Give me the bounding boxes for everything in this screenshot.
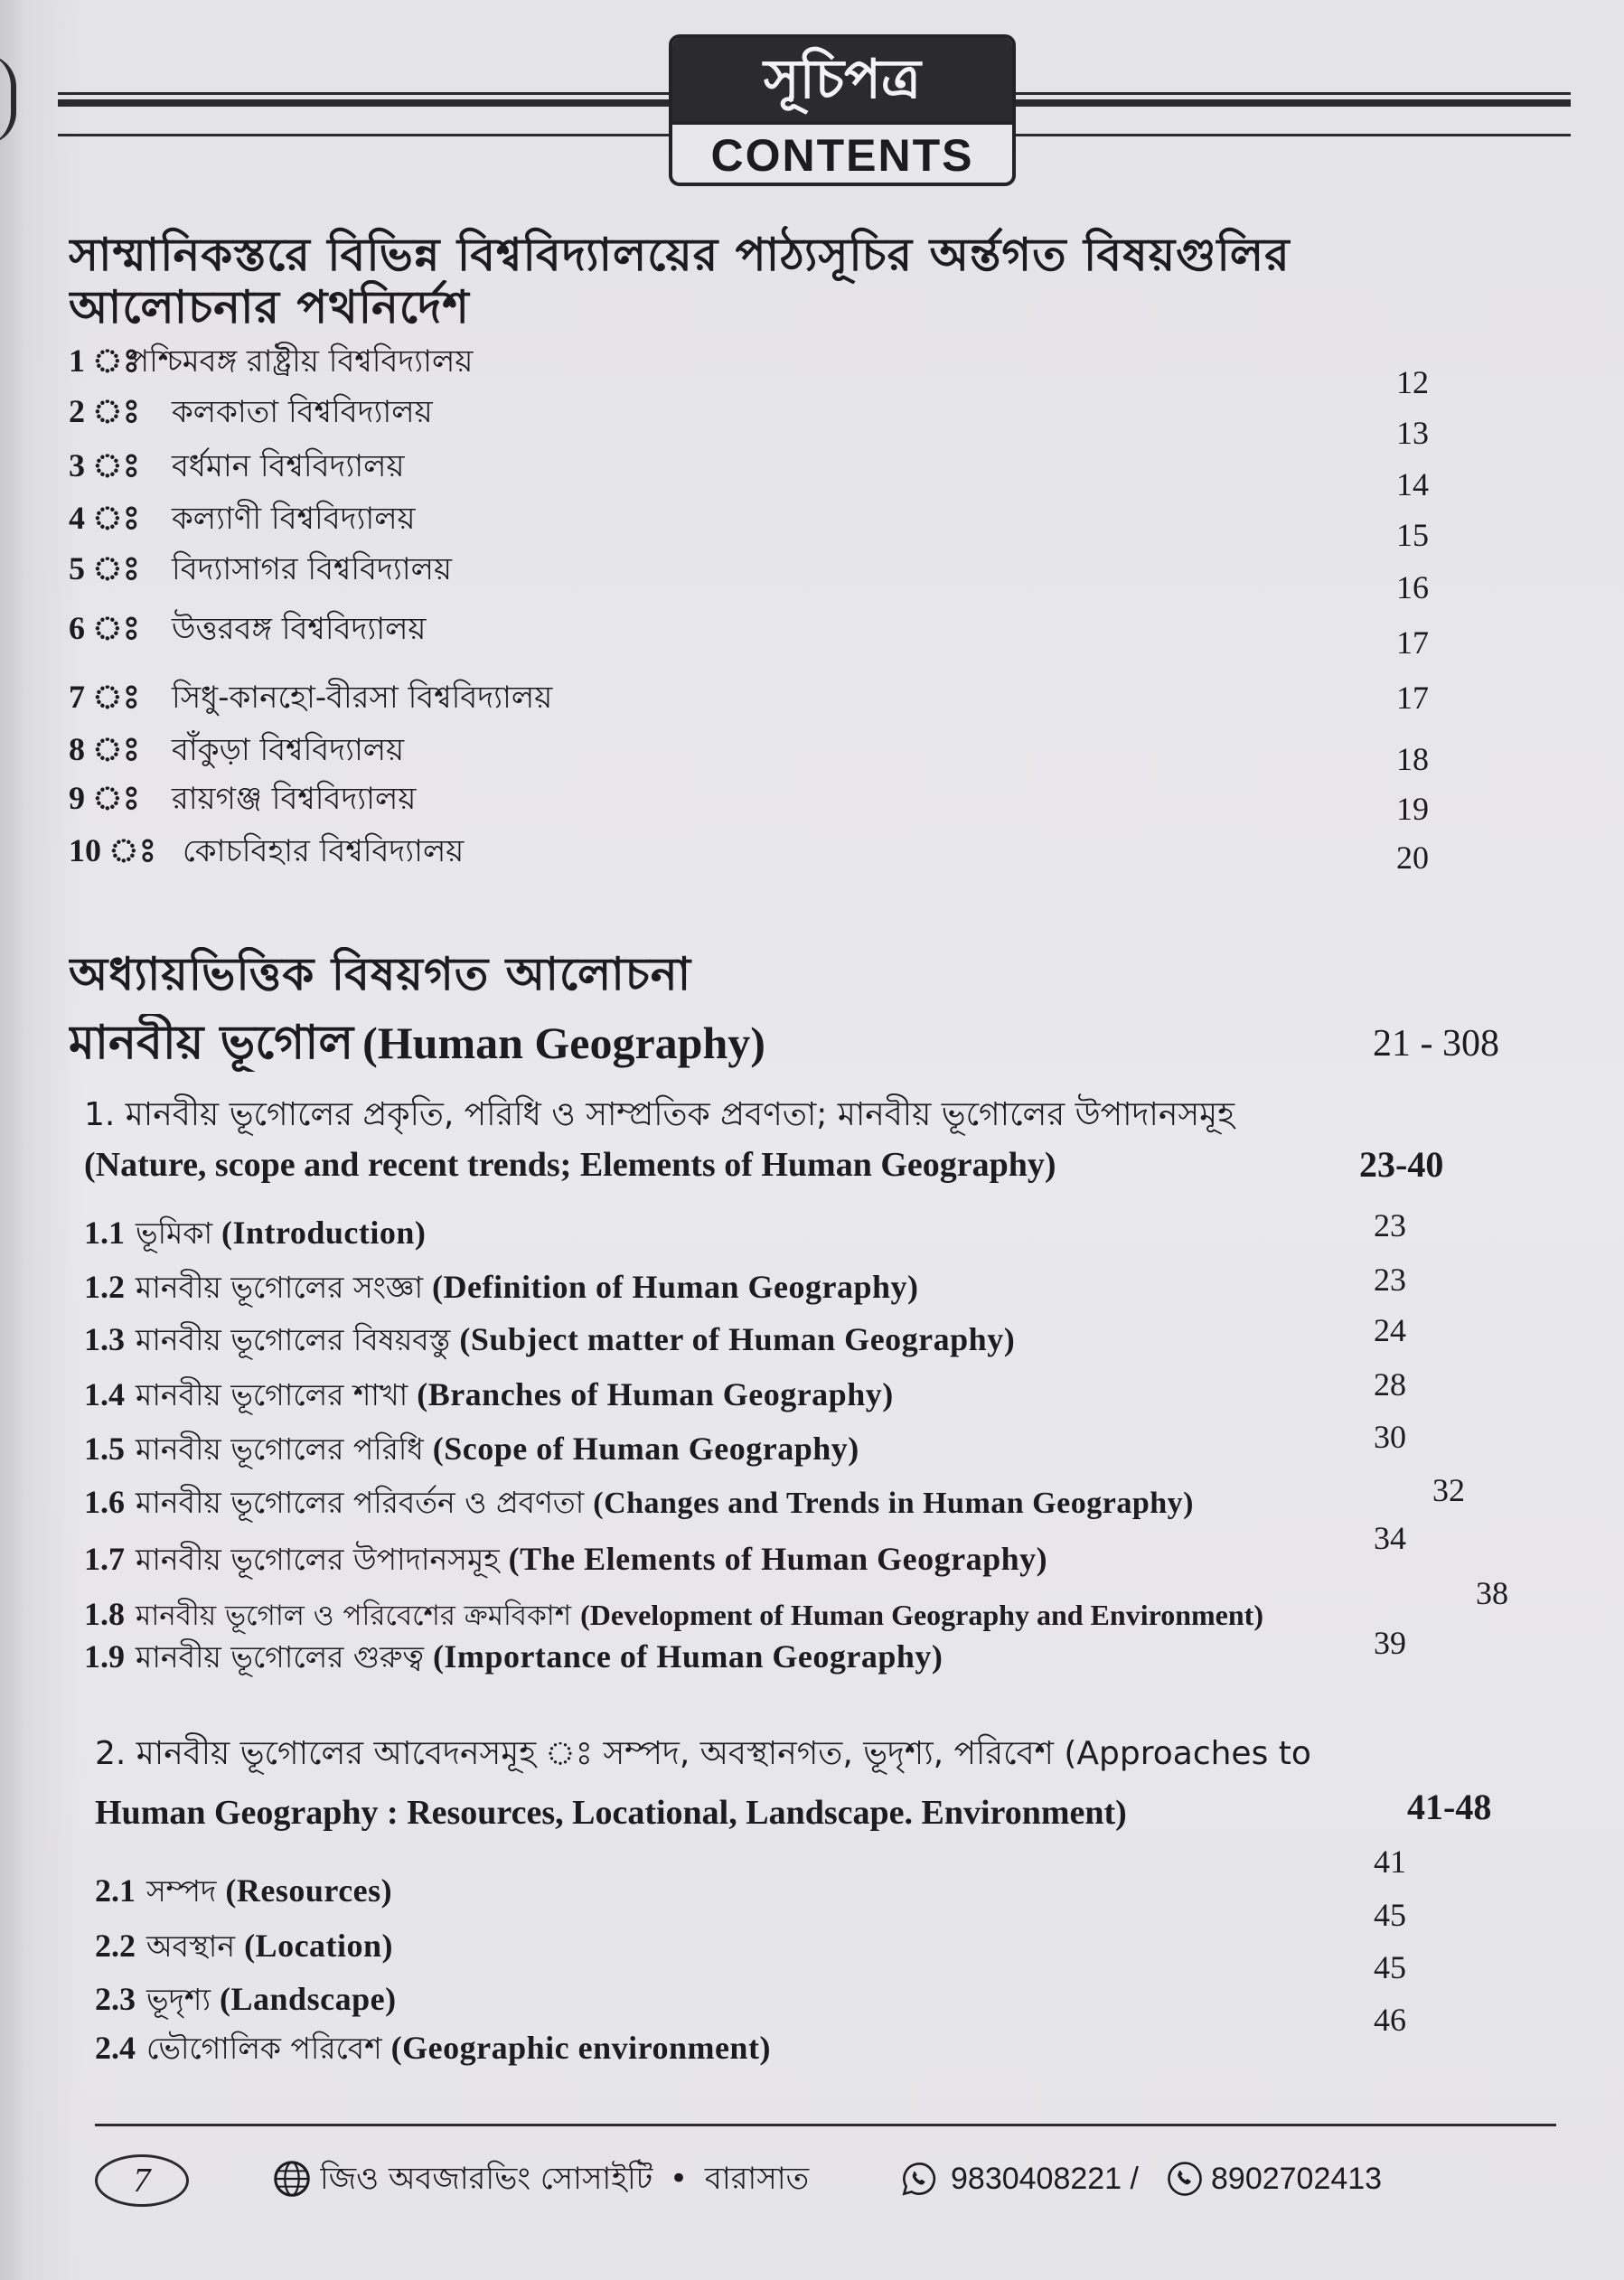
phone-line-1 [951,2154,1168,2203]
section-page: 34 [1374,1520,1406,1556]
section-item: 2.2 অবস্থান (Location) [95,1928,394,1964]
university-item-page: 14 [1396,466,1429,502]
phone-number-1: 9830408221 [951,2162,1122,2196]
section-item: 1.4 মানবীয় ভূগোলের শাখা (Branches of Human Geography) [84,1376,894,1412]
university-item-label: পশ্চিমবঙ্গ রাষ্ট্রীয় বিশ্ববিদ্যালয় [128,343,474,380]
section-page: 39 [1374,1625,1406,1661]
university-item [69,337,1334,384]
section-page: 46 [1374,2002,1406,2038]
university-item-page: 17 [1396,624,1429,661]
phone-icon [1166,2160,1204,2198]
phone-number-2: 8902702413 [1211,2162,1383,2196]
section-page: 45 [1374,1897,1406,1933]
university-item-label: সিধু-কানহো-বীরসা বিশ্ববিদ্যালয় [172,680,553,716]
guide-heading-line1: সাম্মানিকস্তরে বিভিন্ন বিশ্ববিদ্যালয়ের পাঠ্যসূচির অর্ন্তগত বিষয়গুলির [69,229,1291,281]
university-item-number: 5 ঃ [69,550,140,587]
section-item: 1.8 মানবীয় ভূগোল ও পরিবেশের ক্রমবিকাশ (Development of Human Geography and Environment) [84,1596,1263,1632]
section-item: 1.2 মানবীয় ভূগোলের সংজ্ঞা (Definition of Human Geography) [84,1269,919,1305]
university-item-label: বর্ধমান বিশ্ববিদ্যালয় [172,448,405,484]
university-item-label: বাঁকুড়া বিশ্ববিদ্যালয় [172,732,405,768]
university-item [69,827,1334,874]
section-item: 1.9 মানবীয় ভূগোলের গুরুত্ব (Importance of Human Geography) [84,1638,943,1675]
university-item-page: 18 [1396,741,1429,777]
title-box [669,34,1016,186]
university-item [69,545,1334,592]
university-item-number: 4 ঃ [69,500,140,537]
section-item: 1.1 ভূমিকা (Introduction) [84,1215,427,1251]
page-title-bengali: সূচিপত্র [672,38,1012,121]
subject-title [69,1014,1352,1072]
subject-pages: 21 - 308 [1373,1023,1499,1065]
whatsapp-icon [900,2160,938,2198]
university-item-page: 15 [1396,517,1429,553]
university-item-number: 6 ঃ [69,610,140,647]
section-page: 41 [1374,1844,1406,1880]
phone-separator: / [1130,2162,1139,2196]
section-page: 23 [1374,1262,1406,1298]
page-edge [0,54,16,145]
page-title-english: CONTENTS [672,121,1012,186]
publisher-line [320,2154,880,2203]
university-item-page: 17 [1396,680,1429,716]
university-item-label: বিদ্যাসাগর বিশ্ববিদ্যালয় [172,551,452,587]
university-item-number: 10 ঃ [69,832,156,869]
section-page: 28 [1374,1366,1406,1403]
subject-title-bengali: মানবীয় ভূগোল [69,1016,354,1070]
university-item-page: 12 [1396,364,1429,400]
footer-separator: • [670,2161,689,2197]
university-item-page: 20 [1396,840,1429,876]
section-page: 30 [1374,1419,1406,1455]
university-item-label: রায়গঞ্জ বিশ্ববিদ্যালয় [172,781,417,817]
university-item-number: 2 ঃ [69,393,140,430]
university-item [69,673,1334,720]
section-item: 1.7 মানবীয় ভূগোলের উপাদানসমূহ (The Elements of Human Geography) [84,1541,1048,1577]
university-item-number: 1 ঃ [69,342,140,380]
university-item [69,605,1334,652]
section-page: 38 [1476,1575,1508,1611]
publisher-name: জিও অবজারভিং সোসাইটি [320,2161,653,2197]
guide-heading-line2: আলোচনার পথনির্দেশ [69,281,470,333]
university-item [69,726,1334,773]
section-item: 1.5 মানবীয় ভূগোলের পরিধি (Scope of Human Geography) [84,1431,859,1467]
section-page: 23 [1374,1207,1406,1243]
chapter-title-line1: 1. মানবীয় ভূগোলের প্রকৃতি, পরিধি ও সাম্প্রতিক প্রবণতা; মানবীয় ভূগোলের উপাদানসমূহ [84,1096,1235,1133]
chapter-title-line2: Human Geography : Resources, Locational, Landscape. Environment) [95,1794,1127,1832]
university-item-number: 9 ঃ [69,780,140,817]
university-item [69,494,1334,541]
university-item [69,388,1334,435]
university-item [69,442,1334,489]
university-item-label: কোচবিহার বিশ্ববিদ্যালয় [183,833,465,869]
university-item [69,774,1334,821]
university-item-page: 19 [1396,791,1429,827]
university-item-number: 7 ঃ [69,679,140,716]
section-page: 24 [1374,1312,1406,1348]
university-item-label: কল্যাণী বিশ্ববিদ্যালয় [172,501,416,537]
section-page: 45 [1374,1949,1406,1985]
section-item: 2.3 ভূদৃশ্য (Landscape) [95,1981,397,2017]
publisher-city: বারাসাত [704,2161,810,2197]
section-item: 1.3 মানবীয় ভূগোলের বিষয়বস্তু (Subject matter of Human Geography) [84,1321,1016,1357]
chapter-pages: 41-48 [1407,1787,1492,1827]
section-item: 2.4 ভৌগোলিক পরিবেশ (Geographic environment) [95,2030,771,2066]
footer-rule [95,2124,1556,2126]
chapter-pages: 23-40 [1359,1144,1444,1185]
chapter-title-line1: 2. মানবীয় ভূগোলের আবেদনসমূহ ঃ সম্পদ, অবস্থানগত, ভূদৃশ্য, পরিবেশ (Approaches to [95,1735,1311,1772]
chapter-title-line2: (Nature, scope and recent trends; Elements of Human Geography) [84,1146,1056,1184]
society-logo-icon [271,2158,313,2200]
university-item-number: 8 ঃ [69,731,140,768]
university-item-label: কলকাতা বিশ্ববিদ্যালয় [172,394,433,430]
section-page: 32 [1432,1472,1465,1508]
section-item: 2.1 সম্পদ (Resources) [95,1872,393,1909]
university-item-label: উত্তরবঙ্গ বিশ্ববিদ্যালয় [172,611,427,647]
chapter-section-heading: অধ্যায়ভিত্তিক বিষয়গত আলোচনা [69,948,692,1000]
university-item-page: 16 [1396,569,1429,605]
page-number: 7 [95,2154,189,2207]
university-item-page: 13 [1396,415,1429,451]
university-item-number: 3 ঃ [69,447,140,484]
section-item: 1.6 মানবীয় ভূগোলের পরিবর্তন ও প্রবণতা (Changes and Trends in Human Geography) [84,1484,1194,1520]
subject-title-english: (Human Geography) [362,1018,765,1068]
